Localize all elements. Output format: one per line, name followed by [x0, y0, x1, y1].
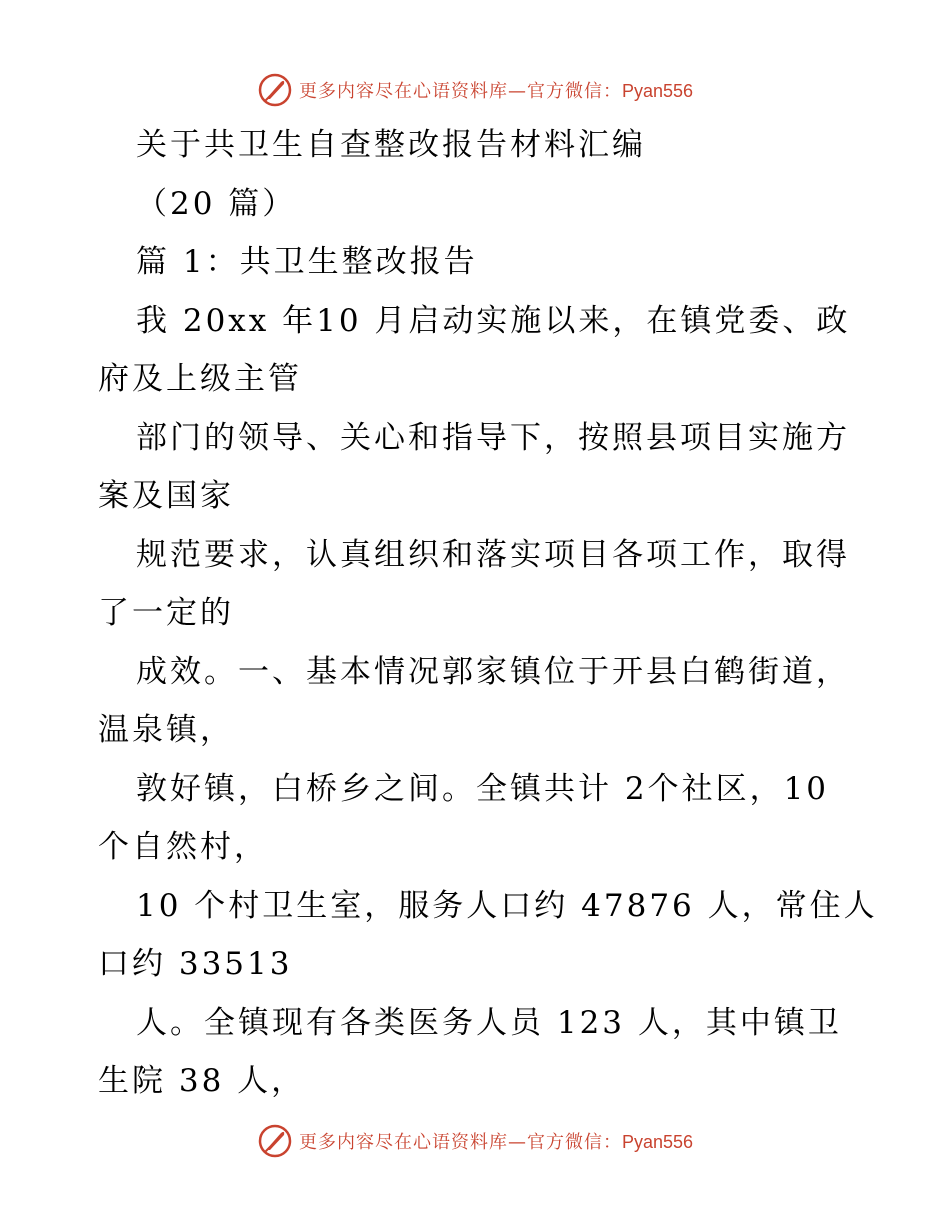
watermark-text: 更多内容尽在心语资料库—官方微信：Pyan556 — [298, 81, 694, 102]
section-heading: 篇 1：共卫生整改报告 — [136, 244, 478, 280]
paragraph-line: 10 个村卫生室，服务人口约 47876 人，常住人 — [136, 887, 878, 924]
footer-watermark — [0, 1121, 950, 1161]
paragraph-line: 府及上级主管 — [98, 361, 302, 397]
quill-logo-icon — [257, 72, 293, 108]
paragraph-line: 了一定的 — [98, 595, 234, 631]
paragraph-line: 规范要求，认真组织和落实项目各项工作，取得 — [136, 536, 850, 573]
paragraph-line: 案及国家 — [98, 478, 234, 514]
paragraph-line: 口约 33513 — [98, 946, 293, 982]
document-title: 关于共卫生自查整改报告材料汇编 — [136, 127, 646, 163]
document-subtitle: （20 篇） — [136, 185, 297, 222]
paragraph-line: 温泉镇， — [98, 712, 234, 748]
header-watermark — [0, 70, 950, 110]
paragraph-line: 个自然村， — [98, 829, 268, 865]
paragraph-line: 人。全镇现有各类医务人员 123 人，其中镇卫 — [136, 1004, 842, 1041]
paragraph-line: 敦好镇，白桥乡之间。全镇共计 2个社区，10 — [136, 770, 830, 807]
quill-logo-icon — [257, 1123, 293, 1159]
document-body — [98, 116, 878, 1111]
paragraph-line: 我 20xx 年10 月启动实施以来，在镇党委、政 — [136, 302, 851, 339]
watermark-text: 更多内容尽在心语资料库—官方微信：Pyan556 — [298, 1132, 694, 1153]
paragraph-line: 成效。一、基本情况郭家镇位于开县白鹤街道， — [136, 653, 850, 690]
paragraph-line: 部门的领导、关心和指导下，按照县项目实施方 — [136, 419, 850, 456]
paragraph-line: 生院 38 人， — [98, 1063, 306, 1099]
